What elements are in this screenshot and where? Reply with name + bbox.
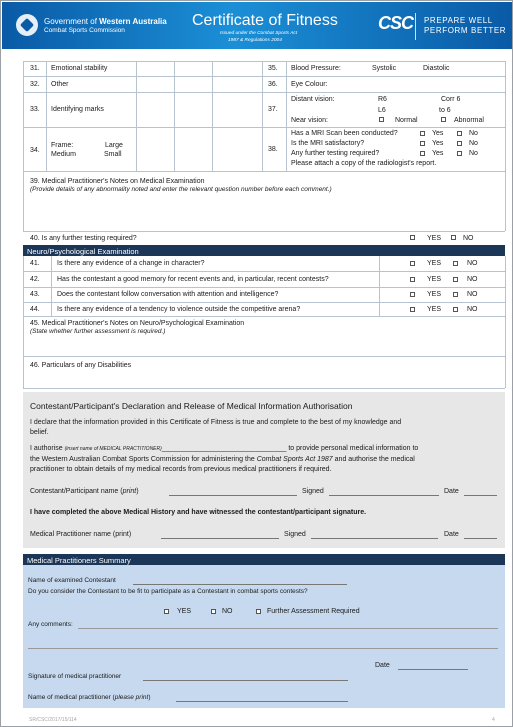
row-32-label: Other bbox=[51, 81, 69, 88]
yes-label: Yes bbox=[432, 130, 444, 137]
no-label: No bbox=[469, 150, 478, 157]
neuro-item-number: 42. bbox=[30, 276, 40, 283]
table-line bbox=[23, 356, 505, 357]
row-37-abnormal: Abnormal bbox=[454, 117, 484, 124]
question-40-label: 40. Is any further testing required? bbox=[30, 235, 137, 242]
mri-satisfactory-yes-checkbox[interactable] bbox=[420, 141, 425, 146]
contestant-date-field[interactable] bbox=[464, 495, 497, 496]
q41-yes-checkbox[interactable] bbox=[410, 261, 415, 266]
row-37-near-vision: Near vision: bbox=[291, 117, 328, 124]
no-label: NO bbox=[463, 235, 474, 242]
q40-yes-checkbox[interactable] bbox=[410, 235, 415, 240]
examined-contestant-label: Name of examined Contestant bbox=[28, 577, 116, 584]
date-label: Date bbox=[444, 488, 459, 495]
row-38-attach-report: Please attach a copy of the radiologist's report. bbox=[291, 160, 437, 167]
table-line bbox=[23, 256, 24, 316]
table-line bbox=[505, 171, 506, 231]
row-38-number: 38. bbox=[268, 146, 278, 153]
section-45-note: (State whether further assessment is required.) bbox=[30, 328, 166, 335]
page-number: 4 bbox=[492, 717, 495, 723]
yes-label: YES bbox=[427, 235, 442, 242]
row-37-l6: L6 bbox=[378, 107, 386, 114]
near-vision-normal-checkbox[interactable] bbox=[379, 117, 384, 122]
contestant-signature-field[interactable] bbox=[329, 495, 439, 496]
comments-line-1[interactable] bbox=[78, 628, 498, 629]
declaration-paragraph1-line2: belief. bbox=[30, 429, 49, 436]
q44-no-checkbox[interactable] bbox=[453, 307, 458, 312]
table-line bbox=[23, 171, 505, 172]
practitioner-date-field[interactable] bbox=[464, 538, 497, 539]
table-line bbox=[46, 61, 47, 171]
authorise-line1: I authorise (insert name of MEDICAL PRACTITIONER)________________________________ to provide personal medical information to bbox=[30, 445, 419, 452]
mri-satisfactory-no-checkbox[interactable] bbox=[457, 141, 462, 146]
table-line bbox=[23, 61, 505, 62]
table-line bbox=[505, 316, 506, 388]
table-line bbox=[51, 256, 52, 316]
further-assessment-label: Further Assessment Required bbox=[267, 608, 360, 615]
row-37-to6: to 6 bbox=[439, 107, 451, 114]
table-line bbox=[505, 61, 506, 171]
practitioner-signature-field[interactable] bbox=[311, 538, 438, 539]
yes-label: YES bbox=[427, 260, 442, 267]
fit-no-checkbox[interactable] bbox=[211, 609, 216, 614]
q42-no-checkbox[interactable] bbox=[453, 277, 458, 282]
summary-section bbox=[23, 565, 505, 708]
contestant-name-label: Contestant/Participant name (print) bbox=[30, 488, 139, 495]
yes-label: YES bbox=[427, 306, 442, 313]
neuro-section-header: Neuro/Psychological Examination bbox=[23, 245, 505, 256]
csc-logo: CSC bbox=[378, 13, 414, 33]
summary-section-header: Medical Practitioners Summary bbox=[23, 554, 505, 565]
summary-practitioner-name-field[interactable] bbox=[176, 701, 348, 702]
summary-date-field[interactable] bbox=[398, 669, 468, 670]
row-34-frame: Frame: bbox=[51, 142, 74, 149]
row-35-systolic: Systolic bbox=[372, 65, 397, 72]
row-36-label: Eye Colour: bbox=[291, 81, 328, 88]
form-code: SR/CSC/2017/15/114 bbox=[29, 717, 77, 723]
mri-conducted-no-checkbox[interactable] bbox=[457, 131, 462, 136]
table-line bbox=[23, 61, 24, 171]
yes-label: YES bbox=[177, 608, 192, 615]
tagline-line2: PERFORM BETTER bbox=[424, 26, 507, 35]
neuro-item-text: Does the contestant follow conversation with attention and intelligence? bbox=[57, 291, 279, 298]
row-37-distant-vision: Distant vision: bbox=[291, 96, 335, 103]
row-37-number: 37. bbox=[268, 106, 278, 113]
logo-divider bbox=[415, 13, 416, 40]
row-31-number: 31. bbox=[30, 65, 40, 72]
table-line bbox=[23, 271, 505, 272]
no-label: No bbox=[469, 130, 478, 137]
neuro-item-text: Has the contestant a good memory for recent events and, in particular, recent contests? bbox=[57, 276, 329, 283]
mri-conducted-yes-checkbox[interactable] bbox=[420, 131, 425, 136]
no-label: NO bbox=[467, 260, 478, 267]
table-line bbox=[286, 61, 287, 171]
table-line bbox=[23, 388, 505, 389]
section-39-note: (Provide details of any abnormality noted and enter the relevant question number before each comment.) bbox=[30, 186, 332, 193]
neuro-item-text: Is there any evidence of a change in character? bbox=[57, 260, 205, 267]
q42-yes-checkbox[interactable] bbox=[410, 277, 415, 282]
contestant-name-field[interactable] bbox=[169, 495, 297, 496]
practitioner-name-label: Medical Practitioner name (print) bbox=[30, 531, 132, 538]
neuro-item-number: 44. bbox=[30, 306, 40, 313]
table-line bbox=[23, 92, 505, 93]
no-label: NO bbox=[222, 608, 233, 615]
no-label: No bbox=[469, 140, 478, 147]
row-36-number: 36. bbox=[268, 81, 278, 88]
table-line bbox=[23, 127, 505, 128]
table-line bbox=[23, 356, 24, 388]
table-line bbox=[23, 287, 505, 288]
yes-label: Yes bbox=[432, 140, 444, 147]
table-line bbox=[23, 231, 505, 232]
table-line bbox=[23, 302, 505, 303]
neuro-item-text: Is there any evidence of a tendency to violence outside the competitive arena? bbox=[57, 306, 301, 313]
table-line bbox=[212, 61, 213, 171]
row-38-mri-satisfactory: Is the MRI satisfactory? bbox=[291, 140, 365, 147]
document-subtitle-line2: 1987 & Regulations 2004 bbox=[228, 38, 282, 43]
row-33-number: 33. bbox=[30, 106, 40, 113]
section-46-title: 46. Particulars of any Disabilities bbox=[30, 362, 132, 369]
row-34-number: 34. bbox=[30, 147, 40, 154]
signed-label: Signed bbox=[284, 531, 306, 538]
neuro-item-number: 41. bbox=[30, 260, 40, 267]
q43-no-checkbox[interactable] bbox=[453, 292, 458, 297]
row-32-number: 32. bbox=[30, 81, 40, 88]
row-33-label: Identifying marks bbox=[51, 106, 104, 113]
summary-date-label: Date bbox=[375, 662, 390, 669]
table-line bbox=[23, 76, 505, 77]
row-34-large: Large bbox=[105, 142, 123, 149]
row-37-corr6: Corr 6 bbox=[441, 96, 461, 103]
row-35-diastolic: Diastolic bbox=[423, 65, 450, 72]
no-label: NO bbox=[467, 276, 478, 283]
q40-no-checkbox[interactable] bbox=[451, 235, 456, 240]
no-label: NO bbox=[467, 291, 478, 298]
neuro-item-number: 43. bbox=[30, 291, 40, 298]
witness-statement: I have completed the above Medical History and have witnessed the contestant/participant signature. bbox=[30, 509, 367, 516]
row-34-small: Small bbox=[104, 151, 122, 158]
declaration-paragraph1-line1: I declare that the information provided in this Certificate of Fitness is true and complete to the best of my knowledge and bbox=[30, 419, 402, 426]
row-38-further-testing: Any further testing required? bbox=[291, 150, 380, 157]
commission-name: Combat Sports Commission bbox=[44, 27, 125, 34]
table-line bbox=[23, 316, 505, 317]
declaration-title: Contestant/Participant's Declaration and Release of Medical Information Authorisation bbox=[30, 401, 353, 411]
yes-label: YES bbox=[427, 291, 442, 298]
wa-crest-icon bbox=[16, 14, 38, 36]
practitioner-name-field[interactable] bbox=[161, 538, 279, 539]
further-assessment-checkbox[interactable] bbox=[256, 609, 261, 614]
row-31-label: Emotional stability bbox=[51, 65, 108, 72]
fitness-question: Do you consider the Contestant to be fit to participate as a Contestant in combat sports contests? bbox=[28, 588, 308, 595]
summary-signature-field[interactable] bbox=[143, 680, 348, 681]
further-testing-no-checkbox[interactable] bbox=[457, 151, 462, 156]
examined-contestant-field[interactable] bbox=[133, 584, 347, 585]
row-35-label: Blood Pressure: bbox=[291, 65, 341, 72]
comments-line-2[interactable] bbox=[28, 648, 498, 649]
row-38-mri-conducted: Has a MRI Scan been conducted? bbox=[291, 130, 398, 137]
authorise-line2: the Western Australian Combat Sports Commission for administering the Combat Sports Act 1987 and authorise the medical bbox=[30, 456, 415, 463]
q44-yes-checkbox[interactable] bbox=[410, 307, 415, 312]
practitioner-name-print-label: Name of medical practitioner (please print) bbox=[28, 694, 151, 701]
table-line bbox=[379, 256, 380, 316]
comments-label: Any comments: bbox=[28, 621, 73, 628]
row-34-medium: Medium bbox=[51, 151, 76, 158]
row-35-number: 35. bbox=[268, 65, 278, 72]
near-vision-abnormal-checkbox[interactable] bbox=[441, 117, 446, 122]
date-label: Date bbox=[444, 531, 459, 538]
row-37-normal: Normal bbox=[395, 117, 418, 124]
no-label: NO bbox=[467, 306, 478, 313]
government-name: Government of Western Australia bbox=[44, 17, 167, 26]
section-39-title: 39. Medical Practitioner's Notes on Medical Examination bbox=[30, 178, 205, 185]
q43-yes-checkbox[interactable] bbox=[410, 292, 415, 297]
row-37-r6: R6 bbox=[378, 96, 387, 103]
table-line bbox=[23, 171, 24, 231]
document-subtitle-line1: Issued under the Combat Sports Act bbox=[220, 31, 298, 36]
yes-label: Yes bbox=[432, 150, 444, 157]
table-line bbox=[136, 61, 137, 171]
q41-no-checkbox[interactable] bbox=[453, 261, 458, 266]
yes-label: YES bbox=[427, 276, 442, 283]
table-line bbox=[174, 61, 175, 171]
further-testing-yes-checkbox[interactable] bbox=[420, 151, 425, 156]
table-line bbox=[23, 316, 24, 356]
tagline-line1: PREPARE WELL bbox=[424, 16, 493, 25]
signature-label: Signature of medical practitioner bbox=[28, 673, 122, 680]
page-header bbox=[2, 2, 513, 49]
fit-yes-checkbox[interactable] bbox=[164, 609, 169, 614]
signed-label: Signed bbox=[302, 488, 324, 495]
authorise-line3: practitioner to obtain details of my medical records from previous medical practitioners if required. bbox=[30, 466, 332, 473]
section-45-title: 45. Medical Practitioner's Notes on Neuro/Psychological Examination bbox=[30, 320, 245, 327]
table-line bbox=[262, 61, 263, 171]
table-line bbox=[505, 256, 506, 316]
document-title: Certificate of Fitness bbox=[192, 12, 338, 29]
